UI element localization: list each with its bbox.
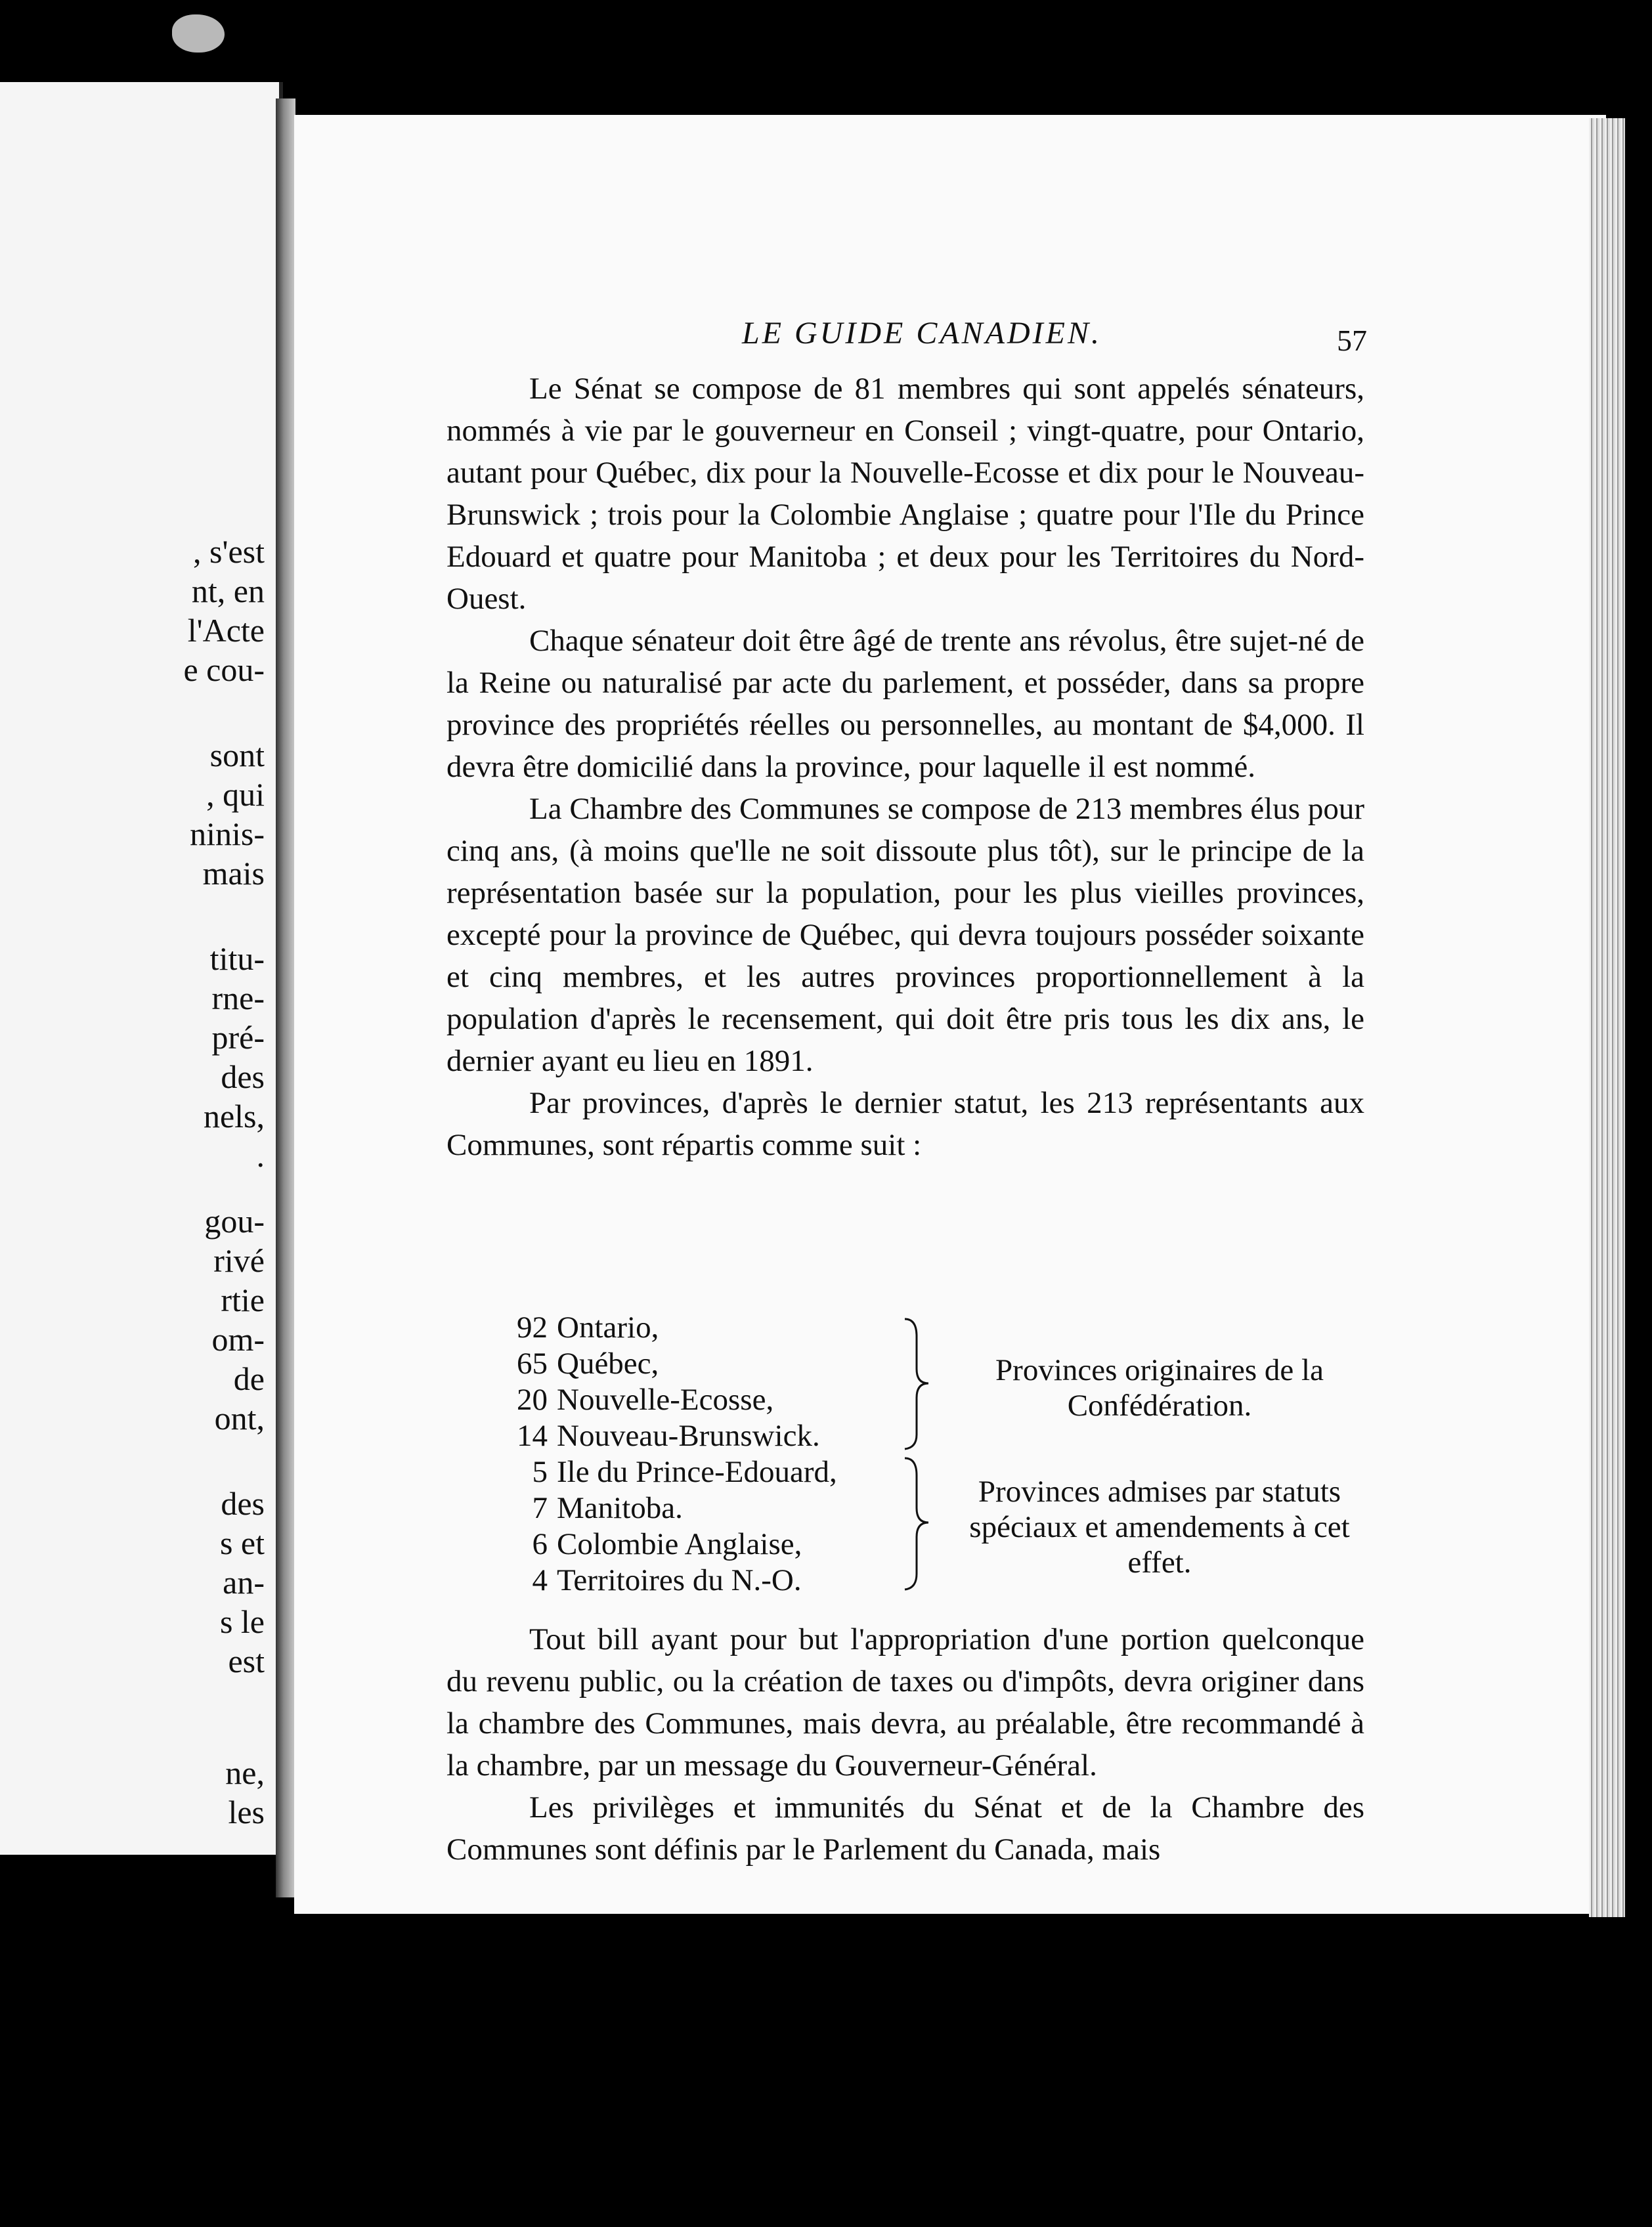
province-name: Québec, (557, 1347, 659, 1381)
left-fragment: de (233, 1360, 265, 1397)
left-fragment: des (221, 1485, 265, 1522)
table-row (506, 1490, 837, 1526)
left-fragment: mais (202, 855, 265, 892)
left-fragment: des (221, 1058, 265, 1095)
left-fragment: les (228, 1794, 265, 1830)
left-fragment: s le (219, 1603, 265, 1640)
table-row (506, 1346, 837, 1382)
scan-smudge (172, 14, 225, 53)
paragraph: Les privilèges et immunités du Sénat et de la Chambre des Communes sont définis par le Parlement du Canada, mais (446, 1790, 1364, 1867)
left-page (0, 82, 283, 1855)
table-row (506, 1310, 837, 1346)
representation-table (506, 1310, 1353, 1599)
left-fragment: om- (211, 1321, 265, 1358)
left-fragment: . (256, 1137, 265, 1174)
left-fragment: rne- (211, 980, 265, 1016)
left-fragment: s et (219, 1524, 265, 1561)
left-fragment: ninis- (190, 815, 265, 852)
paragraph: Le Sénat se compose de 81 membres qui sont appelés sénateurs, nommés à vie par le gouverneur en Conseil ; vingt-quatre, pour Ontario, autant pour Québec, dix pour la Nouvelle-Ecosse et dix pour le Nouveau-Brunswick ; trois pour la Colombie Anglaise ; quatre pour l'Ile du Prince Edouard et quatre pour Manitoba ; et deux pour les Territoires du Nord-Ouest. (446, 372, 1364, 616)
province-name: Manitoba. (557, 1491, 683, 1525)
table-row (506, 1418, 837, 1454)
province-name: Ontario, (557, 1310, 659, 1345)
running-header: LE GUIDE CANADIEN. (742, 316, 1102, 351)
left-fragment: e cou- (183, 651, 265, 688)
page-edges (1589, 118, 1625, 1917)
left-fragment: gou- (204, 1203, 265, 1240)
paragraph: Chaque sénateur doit être âgé de trente ans révolus, être sujet-né de la Reine ou naturalisé par acte du parlement, et posséder, dans sa propre province des propriétés réelles ou personnelles, au montant de $4,000. Il devra être domicilié dans la province, pour laquelle il est nommé. (446, 624, 1364, 784)
left-fragment: ne, (225, 1754, 265, 1791)
member-count: 20 (517, 1383, 548, 1417)
body-text-bottom (446, 1618, 1364, 1870)
table-row (506, 1382, 837, 1418)
paragraph: La Chambre des Communes se compose de 213 membres élus pour cinq ans, (à moins que'lle ne soit dissoute plus tôt), sur le principe de la représentation basée sur la population, pour les plus vieilles provinces, excepté pour la province de Québec, qui devra toujours posséder soixante et cinq membres, et les autres provinces proportionnellement à la population d'après le recensement, qui doit être pris tous les dix ans, le dernier ayant eu lieu en 1891. (446, 792, 1364, 1078)
left-fragment: l'Acte (187, 612, 265, 649)
member-count: 92 (517, 1310, 548, 1345)
brace-icon (900, 1310, 939, 1599)
left-fragment: , qui (206, 776, 265, 813)
left-fragment: rivé (213, 1242, 265, 1279)
left-fragment: rtie (221, 1282, 265, 1318)
book-gutter (276, 98, 295, 1897)
left-fragment: , s'est (192, 533, 265, 570)
left-fragment: est (228, 1643, 265, 1679)
left-fragment: sont (209, 737, 265, 773)
province-name: Nouveau-Brunswick. (557, 1419, 820, 1453)
group-label-original: Provinces originaires de la Confédération. (995, 1353, 1324, 1423)
left-fragment: ont, (214, 1400, 265, 1437)
member-count: 14 (517, 1419, 548, 1453)
province-name: Nouvelle-Ecosse, (557, 1383, 774, 1417)
left-fragment: nt, en (191, 573, 265, 609)
member-count: 7 (532, 1491, 548, 1525)
group-label-admitted: Provinces admises par statuts spéciaux et amendements à cet effet. (969, 1475, 1350, 1580)
table-row (506, 1454, 837, 1490)
province-name: Colombie Anglaise, (557, 1527, 802, 1561)
province-name: Ile du Prince-Edouard, (557, 1455, 837, 1489)
member-count: 5 (532, 1455, 548, 1489)
left-fragment: titu- (209, 940, 265, 977)
page-number: 57 (1337, 324, 1367, 357)
body-text-top (446, 368, 1364, 1166)
paragraph: Par provinces, d'après le dernier statut, les 213 représentants aux Communes, sont répartis comme suit : (446, 1086, 1364, 1162)
left-fragment: nels, (203, 1098, 265, 1135)
table-row (506, 1563, 837, 1599)
member-count: 65 (517, 1347, 548, 1381)
province-name: Territoires du N.-O. (557, 1563, 802, 1597)
member-count: 4 (532, 1563, 548, 1597)
table-row (506, 1526, 837, 1563)
member-count: 6 (532, 1527, 548, 1561)
left-fragment: an- (223, 1564, 265, 1601)
left-fragment: pré- (211, 1019, 265, 1056)
paragraph: Tout bill ayant pour but l'appropriation d'une portion quelconque du revenu public, ou la création de taxes ou d'impôts, devra originer dans la chambre des Communes, mais devra, au préalable, être recommandé à la chambre, par un message du Gouverneur-Général. (446, 1622, 1364, 1783)
